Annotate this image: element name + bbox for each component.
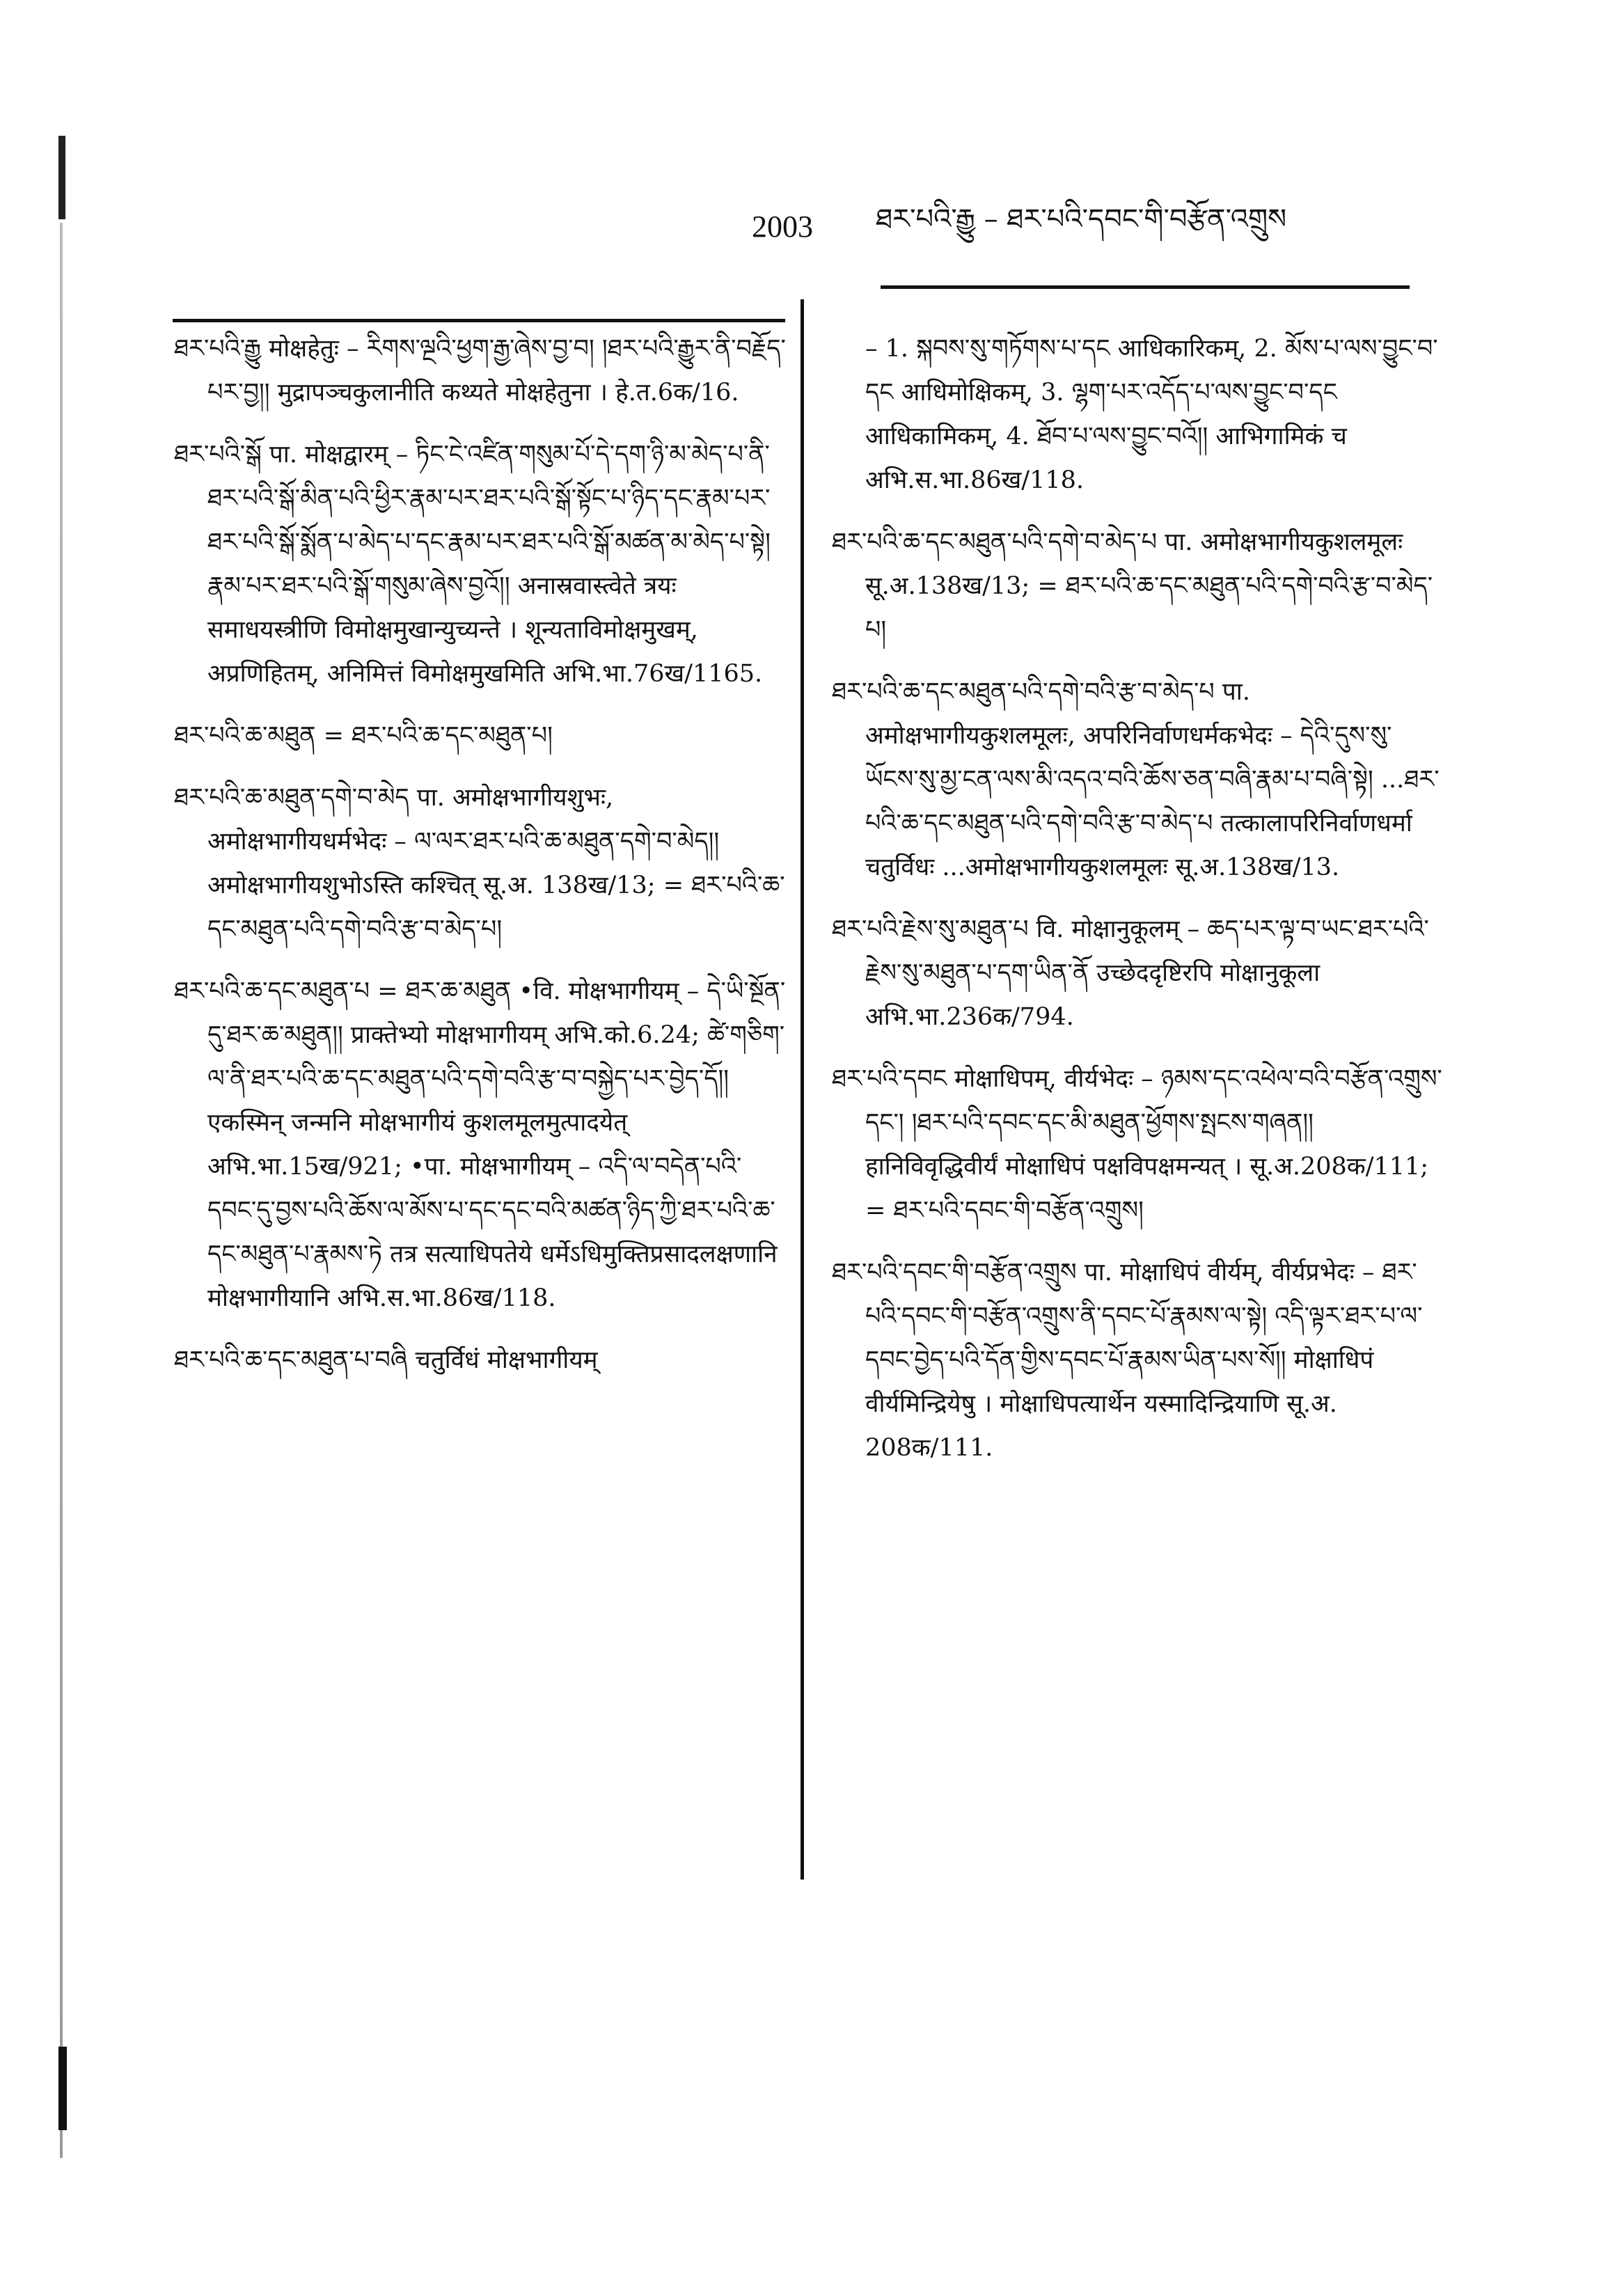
dictionary-entry xyxy=(174,433,787,696)
entry-text: वि. मोक्षानुकूलम् – ཆད་པར་ལྟ་བ་ཡང་ཐར་པའི་རྗེས་སུ་མཐུན་པ་དག་ཡིན་ནོ उच्छेददृष्टिरपि मोक्षानुकूला अभि.भा.236क/794. xyxy=(865,915,1429,1031)
entry-text: – 1. སྐབས་སུ་གཏོགས་པ་དང आधिकारिकम्, 2. མོས་པ་ལས་བྱུང་བ་དང आधिमोक्षिकम्, 3. ལྷག་པར་འདོད་པ་ལས་བྱུང་བ་དང आधिकामिकम्, 4. ཐོབ་པ་ལས་བྱུང་བའོ།། आभिगामिकं च अभि.स.भा.86ख/118. xyxy=(865,335,1438,494)
dictionary-entry xyxy=(832,1251,1444,1470)
header-rule xyxy=(881,285,1410,289)
entry-text: पा. अमोक्षभागीयशुभः, अमोक्षभागीयधर्मभेदः – ལ་ལར་ཐར་པའི་ཆ་མཐུན་དགེ་བ་མེད།། अमोक्षभागीयशुभोऽस्ति कश्चित् सू.अ. 138ख/13; = ཐར་པའི་ཆ་དང་མཐུན་པའི་དགེ་བའི་རྩ་བ་མེད་པ། xyxy=(207,784,785,943)
dictionary-entry xyxy=(174,970,787,1321)
entry-headword: ཐར་པའི་ཆ་དང་མཐུན་པའི་དགེ་བ་མེད་པ xyxy=(832,528,1158,556)
left-column xyxy=(174,327,787,1401)
dictionary-entry xyxy=(832,670,1444,890)
entry-headword: ཐར་པའི་དབང་གི་བརྩོན་འགྲུས xyxy=(832,1259,1077,1286)
scan-artifact-top xyxy=(58,136,65,219)
page-number: 2003 xyxy=(752,209,813,244)
entry-text: मोक्षाधिपम्, वीर्यभेदः – ཉམས་དང་འཕེལ་བའི་བརྩོན་འགྲུས་དང་། །ཐར་པའི་དབང་དང་མི་མཐུན་ཕྱོགས་སྤངས་གཞན།། हानिविवृद्धिवीर्यं मोक्षाधिपं पक्षविपक्षमन्यत् । सू.अ.208क/111; = ཐར་པའི་དབང་གི་བརྩོན་འགྲུས། xyxy=(865,1065,1442,1224)
entry-text: पा. मोक्षाधिपं वीर्यम्, वीर्यप्रभेदः – ཐར་པའི་དབང་གི་བརྩོན་འགྲུས་ནི་དབང་པོ་རྣམས་ལ་སྟེ། འདི་ལྟར་ཐར་པ་ལ་དབང་བྱེད་པའི་དོན་གྱིས་དབང་པོ་རྣམས་ཡིན་པས་སོ།། मोक्षाधिपं वीर्यमिन्द्रियेषु । मोक्षाधिपत्यार्थेन यस्मादिन्द्रियाणि सू.अ. 208क/111. xyxy=(865,1259,1423,1462)
entry-headword: ཐར་པའི་ཆ་དང་མཐུན་པ་བཞི xyxy=(174,1346,408,1374)
running-head: ཐར་པའི་རྒྱུ – ཐར་པའི་དབང་གི་བརྩོན་འགྲུས xyxy=(876,203,1287,235)
entry-text: पा. अमोक्षभागीयकुशलमूलः सू.अ.138ख/13; = ཐར་པའི་ཆ་དང་མཐུན་པའི་དགེ་བའི་རྩ་བ་མེད་པ། xyxy=(865,528,1433,644)
entry-headword: ཐར་པའི་ཆ་དང་མཐུན་པ xyxy=(174,977,370,1005)
scan-artifact-bottom xyxy=(58,2047,67,2130)
entry-text: चतुर्विधं मोक्षभागीयम् xyxy=(407,1346,598,1374)
entry-headword: ཐར་པའི་རྒྱུ xyxy=(174,335,262,363)
dictionary-entry xyxy=(832,908,1444,1039)
column-divider xyxy=(801,299,804,1880)
entry-headword: ཐར་པའི་ཆ་མཐུན་དགེ་བ་མེད xyxy=(174,784,409,812)
entry-text: पा. मोक्षद्वारम् – ཏིང་ངེ་འཛིན་གསུམ་པོ་དེ་དག་ཉི་མ་མེད་པ་ནི་ཐར་པའི་སྒོ་མིན་པའི་ཕྱིར་རྣམ་པར་ཐར་པའི་སྒོ་སྟོང་པ་ཉིད་དང་རྣམ་པར་ཐར་པའི་སྒོ་སྨོན་པ་མེད་པ་དང་རྣམ་པར་ཐར་པའི་སྒོ་མཚན་མ་མེད་པ་སྟེ། རྣམ་པར་ཐར་པའི་སྒོ་གསུམ་ཞེས་བྱའོ།། अनास्रवास्त्वेते त्रयः समाधयस्त्रीणि विमोक्षमुखान्युच्यन्ते । शून्यताविमोक्षमुखम्, अप्रणिहितम्, अनिमित्तं विमोक्षमुखमिति अभि.भा.76ख/1165. xyxy=(207,441,771,688)
dictionary-entry-continuation xyxy=(832,327,1444,503)
scan-artifact-edge xyxy=(60,223,63,2158)
dictionary-entry xyxy=(174,776,787,952)
entry-text: = ཐར་པའི་ཆ་དང་མཐུན་པ། xyxy=(315,722,553,750)
dictionary-entry xyxy=(174,714,787,758)
right-column xyxy=(832,327,1444,1488)
entry-text: पा. अमोक्षभागीयकुशलमूलः, अपरिनिर्वाणधर्मकभेदः – དེའི་དུས་སུ་ཡོངས་སུ་མྱ་ངན་ལས་མི་འདའ་བའི་ཆོས་ཅན་བཞི་རྣམ་པ་བཞི་སྟེ། ...ཐར་པའི་ཆ་དང་མཐུན་པའི་དགེ་བའི་རྩ་བ་མེད་པ तत्कालापरिनिर्वाणधर्मा चतुर्विधः ...अमोक्षभागीयकुशलमूलः सू.अ.138ख/13. xyxy=(865,678,1440,881)
entry-headword: ཐར་པའི་ཆ་མཐུན xyxy=(174,722,316,750)
entry-headword: ཐར་པའི་ཆ་དང་མཐུན་པའི་དགེ་བའི་རྩ་བ་མེད་པ xyxy=(832,678,1215,706)
dictionary-entry xyxy=(832,521,1444,652)
entry-text: = ཐར་ཆ་མཐུན •वि. मोक्षभागीयम् – དེ་ཡི་སྔོན་དུ་ཐར་ཆ་མཐུན།། प्राक्तेभ्यो मोक्षभागीयम् अभि.को.6.24; ཚེ་གཅིག་ལ་ནི་ཐར་པའི་ཆ་དང་མཐུན་པའི་དགེ་བའི་རྩ་བ་བསྐྱེད་པར་བྱེད་དོ།། एकस्मिन् जन्मनि मोक्षभागीयं कुशलमूलमुत्पादयेत् अभि.भा.15ख/921; •पा. मोक्षभागीयम् – འདི་ལ་བདེན་པའི་དབང་དུ་བྱས་པའི་ཆོས་ལ་མོས་པ་དང་དང་བའི་མཚན་ཉིད་ཀྱི་ཐར་པའི་ཆ་དང་མཐུན་པ་རྣམས་ཏེ तत्र सत्याधिपतेये धर्मेऽधिमुक्तिप्रसादलक्षणानि मोक्षभागीयानि अभि.स.भा.86ख/118. xyxy=(207,977,786,1312)
left-column-rule xyxy=(173,319,785,322)
page-header xyxy=(752,195,1448,258)
entry-headword: ཐར་པའི་དབང xyxy=(832,1065,947,1093)
dictionary-entry xyxy=(174,1339,787,1383)
entry-headword: ཐར་པའི་སྒོ xyxy=(174,441,262,468)
entry-headword: ཐར་པའི་རྗེས་སུ་མཐུན་པ xyxy=(832,915,1029,943)
dictionary-entry xyxy=(174,327,787,415)
entry-text: मोक्षहेतुः – རིགས་ལྔའི་ཕྱག་རྒྱ་ཞེས་བྱ་བ། །ཐར་པའི་རྒྱུར་ནི་བརྗོད་པར་བྱ།། मुद्रापञ्चकुलानीति कथ्यते मोक्षहेतुना । हे.त.6क/16. xyxy=(207,335,786,407)
dictionary-entry xyxy=(832,1057,1444,1233)
